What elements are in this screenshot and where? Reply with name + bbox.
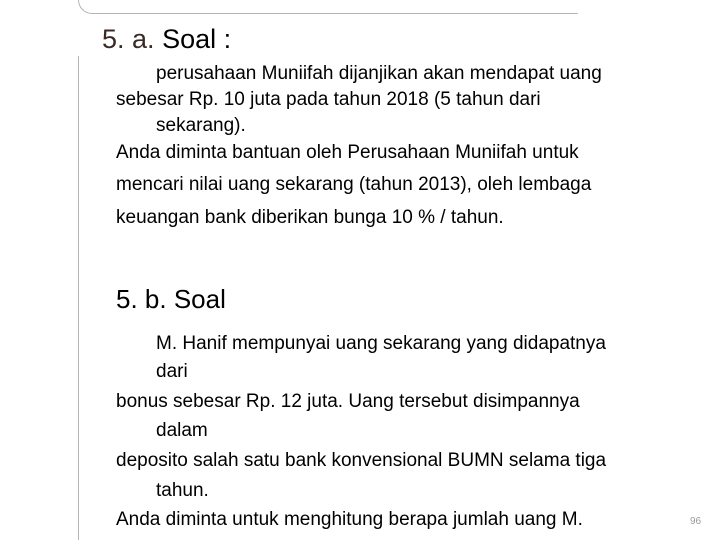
- section-a-title: [102, 22, 231, 56]
- section-b-line: tahun.: [156, 480, 209, 501]
- section-a-line: mencari nilai uang sekarang (tahun 2013), oleh lembaga: [116, 174, 592, 195]
- section-b-line: Anda diminta untuk menghitung berapa jumlah uang M.: [116, 509, 583, 530]
- section-a-number: 5. a.: [102, 24, 155, 54]
- section-b-line: dalam: [156, 420, 208, 441]
- section-b-title: 5. b. Soal: [116, 284, 226, 314]
- section-a-line: Anda diminta bantuan oleh Perusahaan Muniifah untuk: [116, 142, 579, 163]
- section-b-line: bonus sebesar Rp. 12 juta. Uang tersebut disimpannya: [116, 391, 580, 412]
- section-b-line: dari: [156, 361, 188, 382]
- page-number: 96: [690, 516, 702, 527]
- section-a-word: Soal: [162, 24, 217, 54]
- decorative-corner-border: [78, 0, 578, 14]
- section-a-line: perusahaan Muniifah dijanjikan akan mendapat uang: [156, 63, 602, 84]
- decorative-left-rule: [78, 56, 79, 540]
- section-a-colon: :: [223, 24, 232, 54]
- section-a-body: [116, 62, 696, 235]
- section-a-line: sekarang).: [156, 115, 246, 136]
- section-a-line: keuangan bank diberikan bunga 10 % / tahun.: [116, 207, 504, 228]
- section-b-body: [116, 330, 696, 536]
- section-b-line: M. Hanif mempunyai uang sekarang yang didapatnya: [156, 333, 606, 354]
- section-a-line: sebesar Rp. 10 juta pada tahun 2018 (5 tahun dari: [116, 89, 541, 110]
- section-b-line: deposito salah satu bank konvensional BUMN selama tiga: [116, 450, 607, 471]
